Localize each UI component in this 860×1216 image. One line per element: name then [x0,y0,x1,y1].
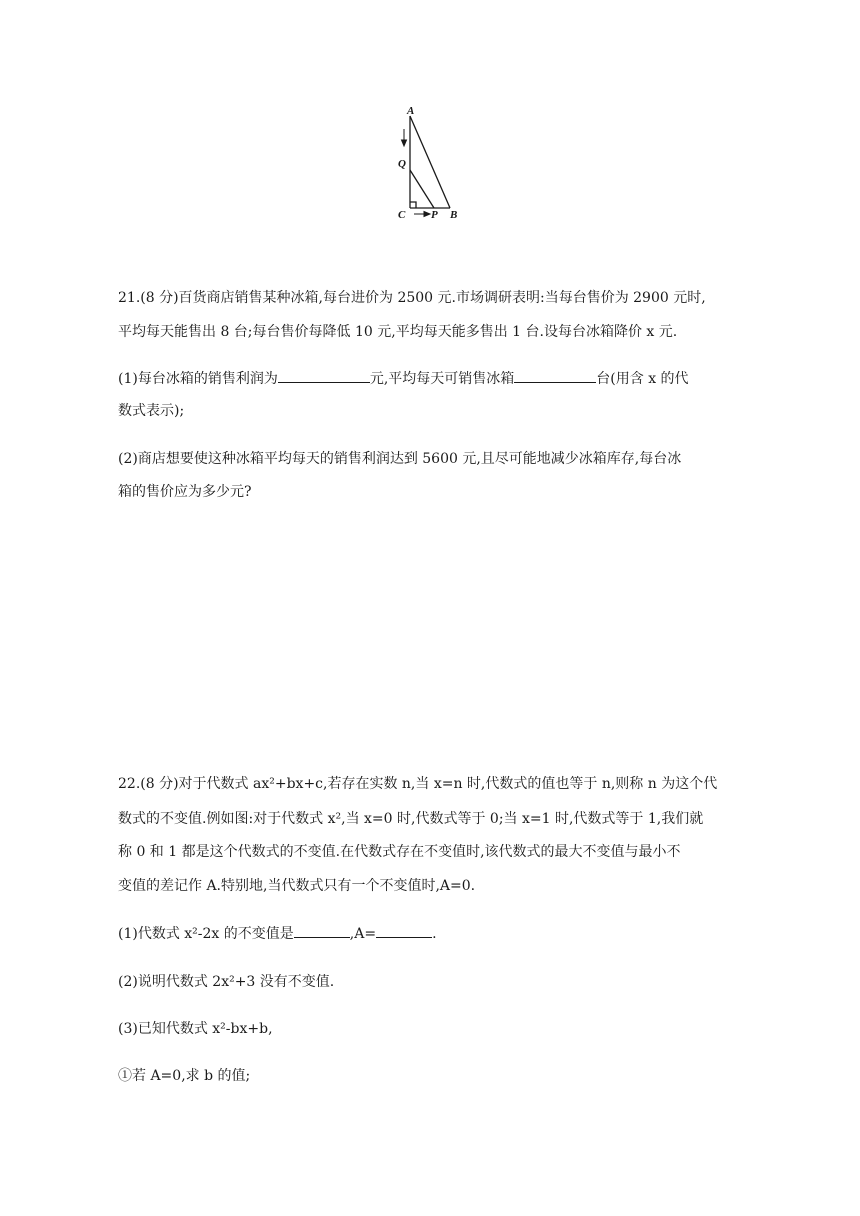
right-angle-mark [410,202,416,208]
q21-part2-line1: (2)商店想要使这种冰箱平均每天的销售利润达到 5600 元,且尽可能地减少冰箱库存,每台冰 [118,451,682,467]
triangle-lines [410,116,450,208]
q22-part3-sub1: ①若 A=0,求 b 的值; [118,1068,251,1084]
answer-blank-a[interactable] [376,921,432,938]
answer-blank-invariant[interactable] [294,921,350,938]
q21-stem-line2: 平均每天能售出 8 台;每台售价每降低 10 元,平均每天能多售出 1 台.设每台冰箱降价 x 元. [118,324,678,340]
answer-blank-quantity[interactable] [514,366,596,383]
q21-part1 [118,365,748,394]
side-ab [410,116,450,208]
q21-part1-text-b: 元,平均每天可销售冰箱 [369,371,515,387]
q21-part1-text-c: 台(用含 x 的代 [596,371,689,387]
q22-line2: 数式的不变值.例如图:对于代数式 x²,当 x=0 时,代数式等于 0;当 x=1 时,代数式等于 1,我们就 [118,811,704,827]
arrow-down-head-icon [402,140,407,146]
q22-part1-text-b: ,A= [349,926,377,942]
q22-part2: (2)说明代数式 2x²+3 没有不变值. [118,974,335,990]
q21-part1-line2: 数式表示); [118,403,185,419]
q22-part3: (3)已知代数式 x²-bx+b, [118,1021,273,1037]
arrow-right-head-icon [424,212,430,217]
q22-line1: 22.(8 分)对于代数式 ax²+bx+c,若存在实数 n,当 x=n 时,代数式的值也等于 n,则称 n 为这个代 [118,776,718,792]
label-a: A [407,105,415,117]
q21-part2-line2: 箱的售价应为多少元? [118,484,252,500]
label-p: P [431,209,438,220]
label-q: Q [398,158,406,170]
q22-part1 [118,920,748,949]
label-c: C [398,209,406,220]
q22-line4: 变值的差记作 A.特别地,当代数式只有一个不变值时,A=0. [118,878,476,894]
label-b: B [450,209,458,220]
q21-part1-text-a: (1)每台冰箱的销售利润为 [118,371,278,387]
triangle-figure [392,104,472,220]
answer-blank-profit[interactable] [278,366,370,383]
q21-stem-line1: 21.(8 分)百货商店销售某种冰箱,每台进价为 2500 元.市场调研表明:当每台售价为 2900 元时, [118,290,706,306]
q22-line3: 称 0 和 1 都是这个代数式的不变值.在代数式存在不变值时,该代数式的最大不变值与最小不 [118,844,681,860]
q22-part1-text-c: . [432,926,437,942]
q22-part1-text-a: (1)代数式 x²-2x 的不变值是 [118,926,294,942]
